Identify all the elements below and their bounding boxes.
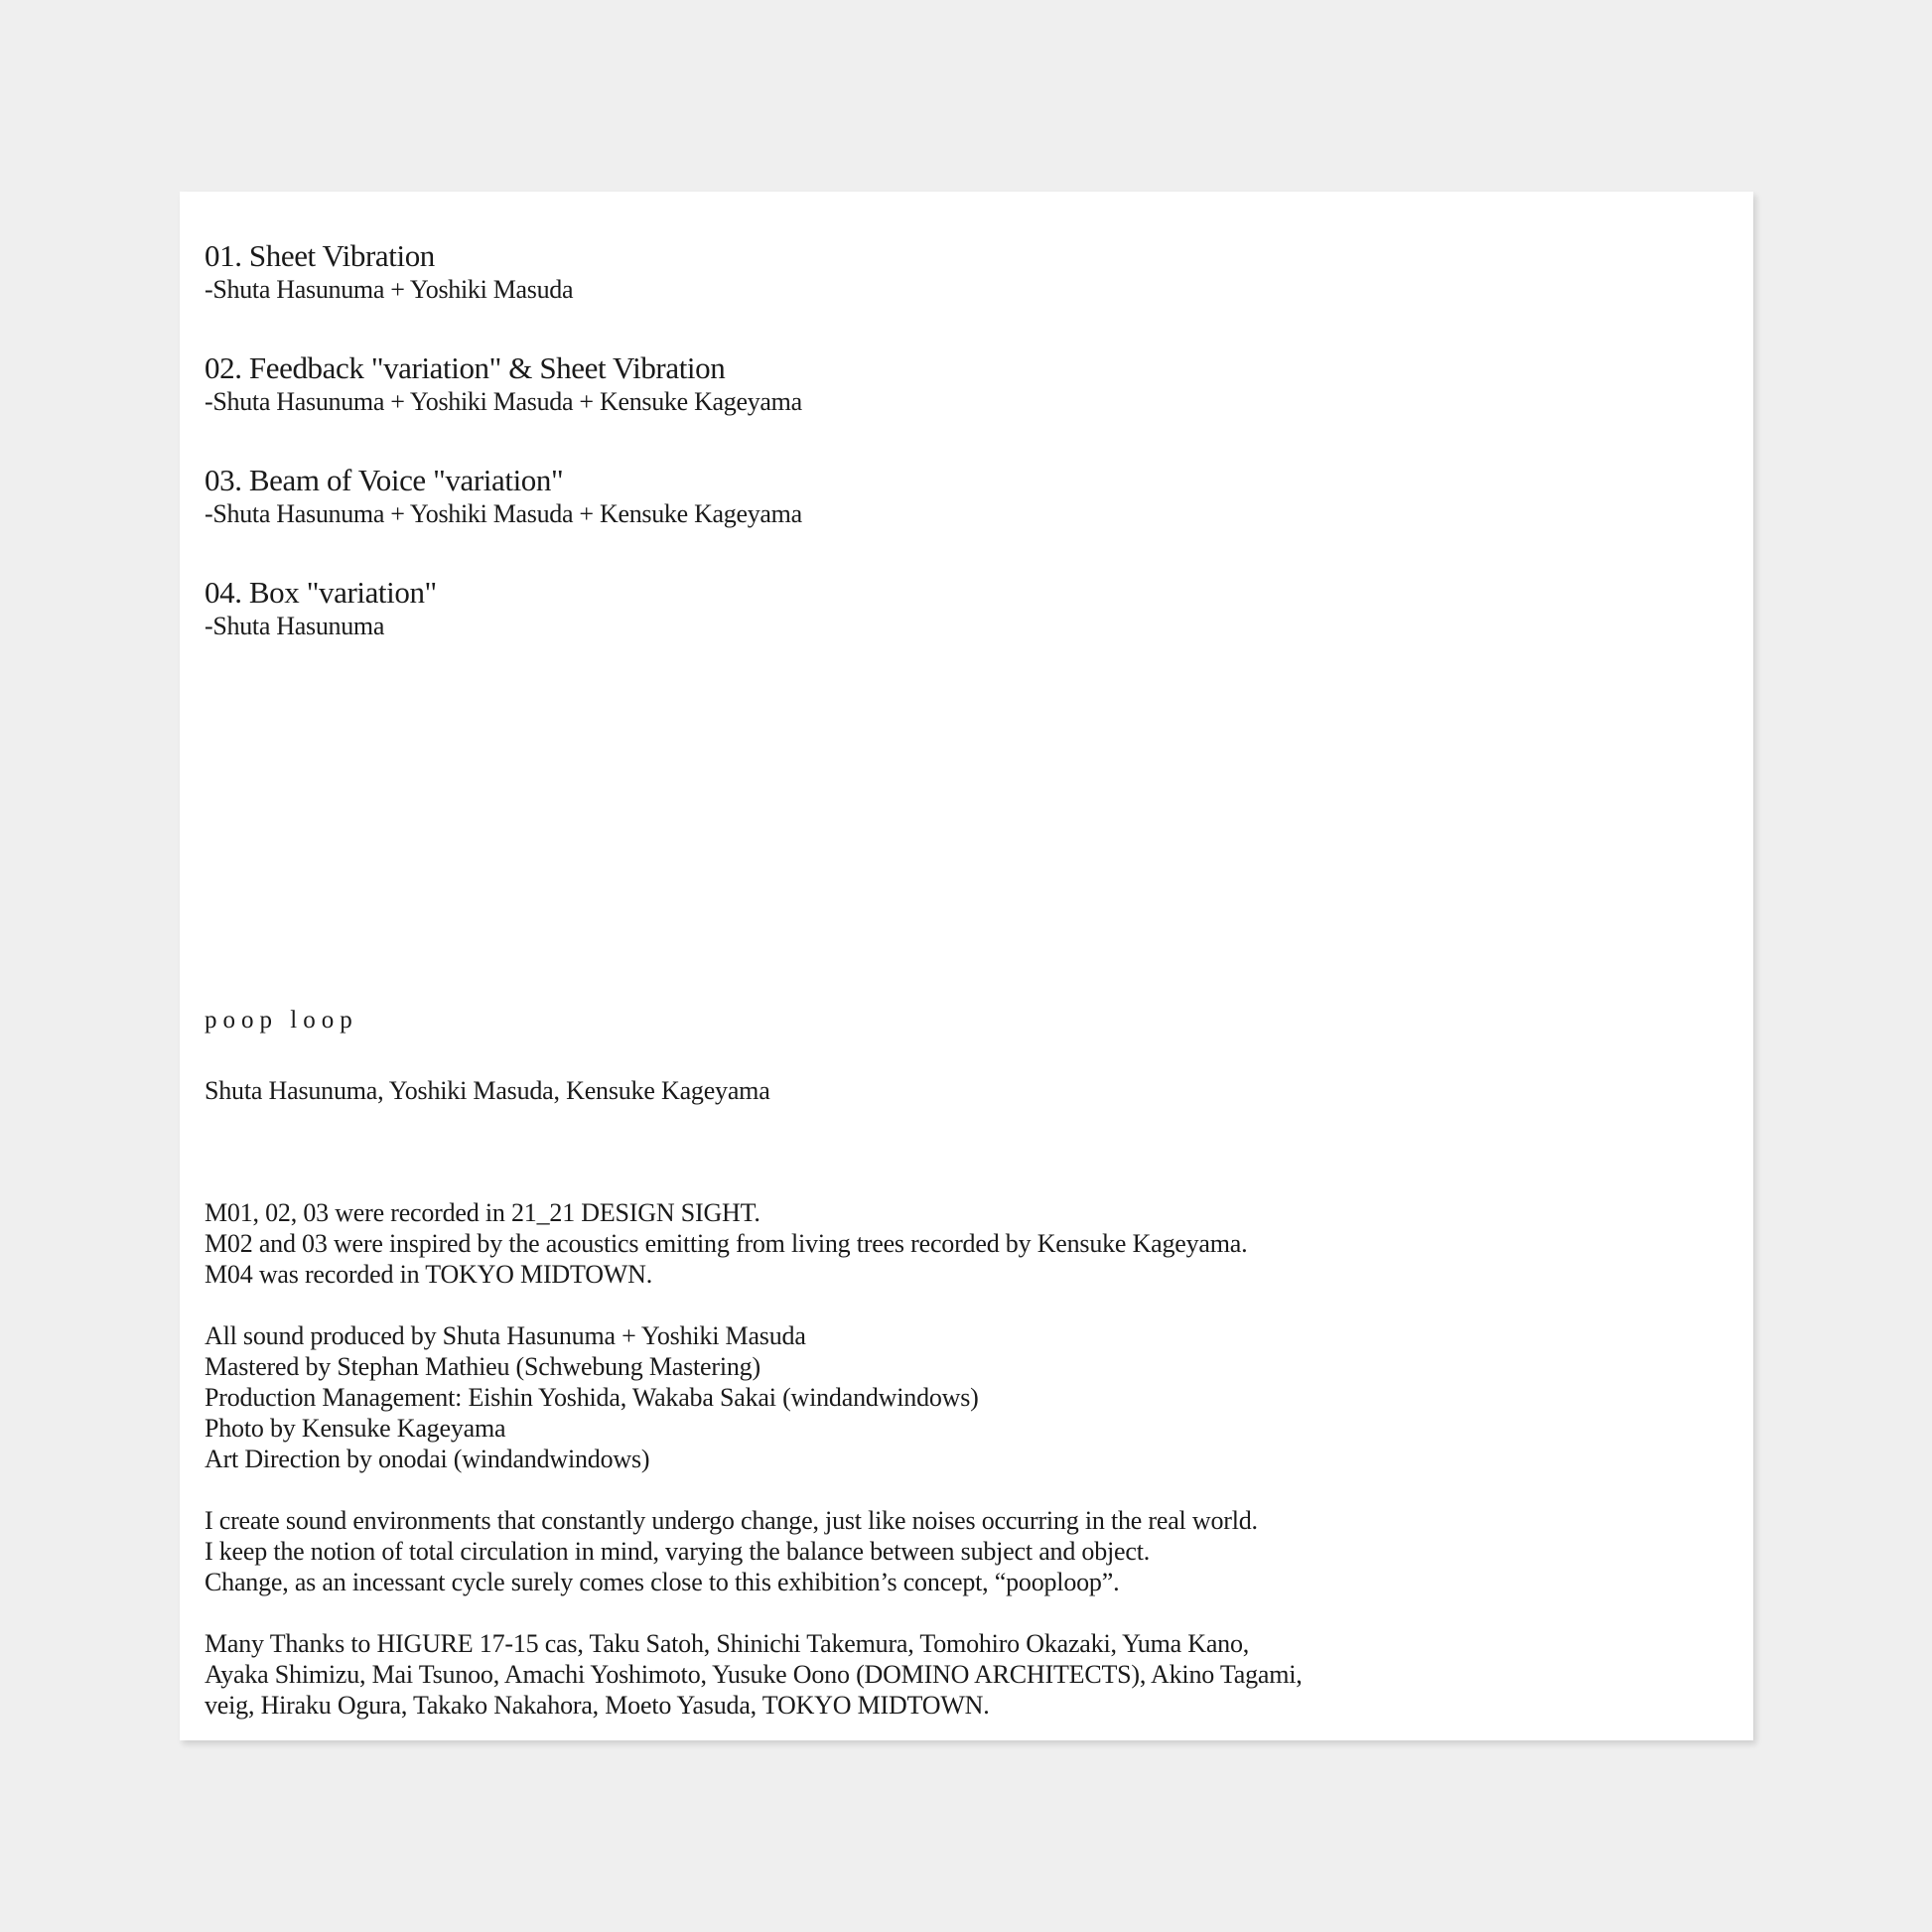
track-title: 03. Beam of Voice "variation" (205, 463, 564, 497)
track-item (205, 237, 1728, 305)
notes-line: M04 was recorded in TOKYO MIDTOWN. (205, 1260, 653, 1289)
liner-notes (205, 1197, 1728, 1721)
tracklist (205, 237, 1728, 686)
notes-line: Production Management: Eishin Yoshida, Wakaba Sakai (windandwindows) (205, 1383, 979, 1412)
thanks (205, 1628, 1728, 1721)
track-credit: -Shuta Hasunuma (205, 612, 385, 640)
album-title: poop loop (205, 1007, 358, 1034)
notes-line: Change, as an incessant cycle surely comes close to this exhibition’s concept, “pooploop”. (205, 1568, 1120, 1596)
track-credit: -Shuta Hasunuma + Yoshiki Masuda + Kensuke Kageyama (205, 499, 802, 528)
album-artists: Shuta Hasunuma, Yoshiki Masuda, Kensuke Kageyama (205, 1076, 770, 1105)
track-credit: -Shuta Hasunuma + Yoshiki Masuda (205, 275, 574, 304)
artist-statement (205, 1505, 1728, 1597)
track-item (205, 349, 1728, 417)
notes-line: I create sound environments that constantly undergo change, just like noises occurring in the real world. (205, 1506, 1258, 1535)
track-title: 02. Feedback "variation" & Sheet Vibration (205, 350, 726, 385)
notes-line: Art Direction by onodai (windandwindows) (205, 1445, 650, 1473)
notes-line: I keep the notion of total circulation in mind, varying the balance between subject and object. (205, 1537, 1151, 1566)
track-item (205, 574, 1728, 641)
notes-line: All sound produced by Shuta Hasunuma + Yoshiki Masuda (205, 1321, 806, 1350)
album-info (205, 1006, 1728, 1751)
notes-line: Mastered by Stephan Mathieu (Schwebung Mastering) (205, 1352, 760, 1381)
track-title: 04. Box "variation" (205, 575, 437, 610)
track-title: 01. Sheet Vibration (205, 238, 435, 273)
notes-line: M02 and 03 were inspired by the acoustics emitting from living trees recorded by Kensuke Kageyama. (205, 1229, 1248, 1258)
notes-line: veig, Hiraku Ogura, Takako Nakahora, Moeto Yasuda, TOKYO MIDTOWN. (205, 1691, 990, 1720)
notes-line: Ayaka Shimizu, Mai Tsunoo, Amachi Yoshimoto, Yusuke Oono (DOMINO ARCHITECTS), Akino Tagami, (205, 1660, 1303, 1689)
track-item (205, 462, 1728, 529)
track-credit: -Shuta Hasunuma + Yoshiki Masuda + Kensuke Kageyama (205, 387, 802, 416)
liner-notes-sheet (180, 192, 1753, 1740)
recording-notes (205, 1197, 1728, 1290)
production-credits (205, 1320, 1728, 1474)
notes-line: Many Thanks to HIGURE 17-15 cas, Taku Satoh, Shinichi Takemura, Tomohiro Okazaki, Yuma Kano, (205, 1629, 1250, 1658)
notes-line: M01, 02, 03 were recorded in 21_21 DESIGN SIGHT. (205, 1198, 760, 1227)
notes-line: Photo by Kensuke Kageyama (205, 1414, 506, 1443)
